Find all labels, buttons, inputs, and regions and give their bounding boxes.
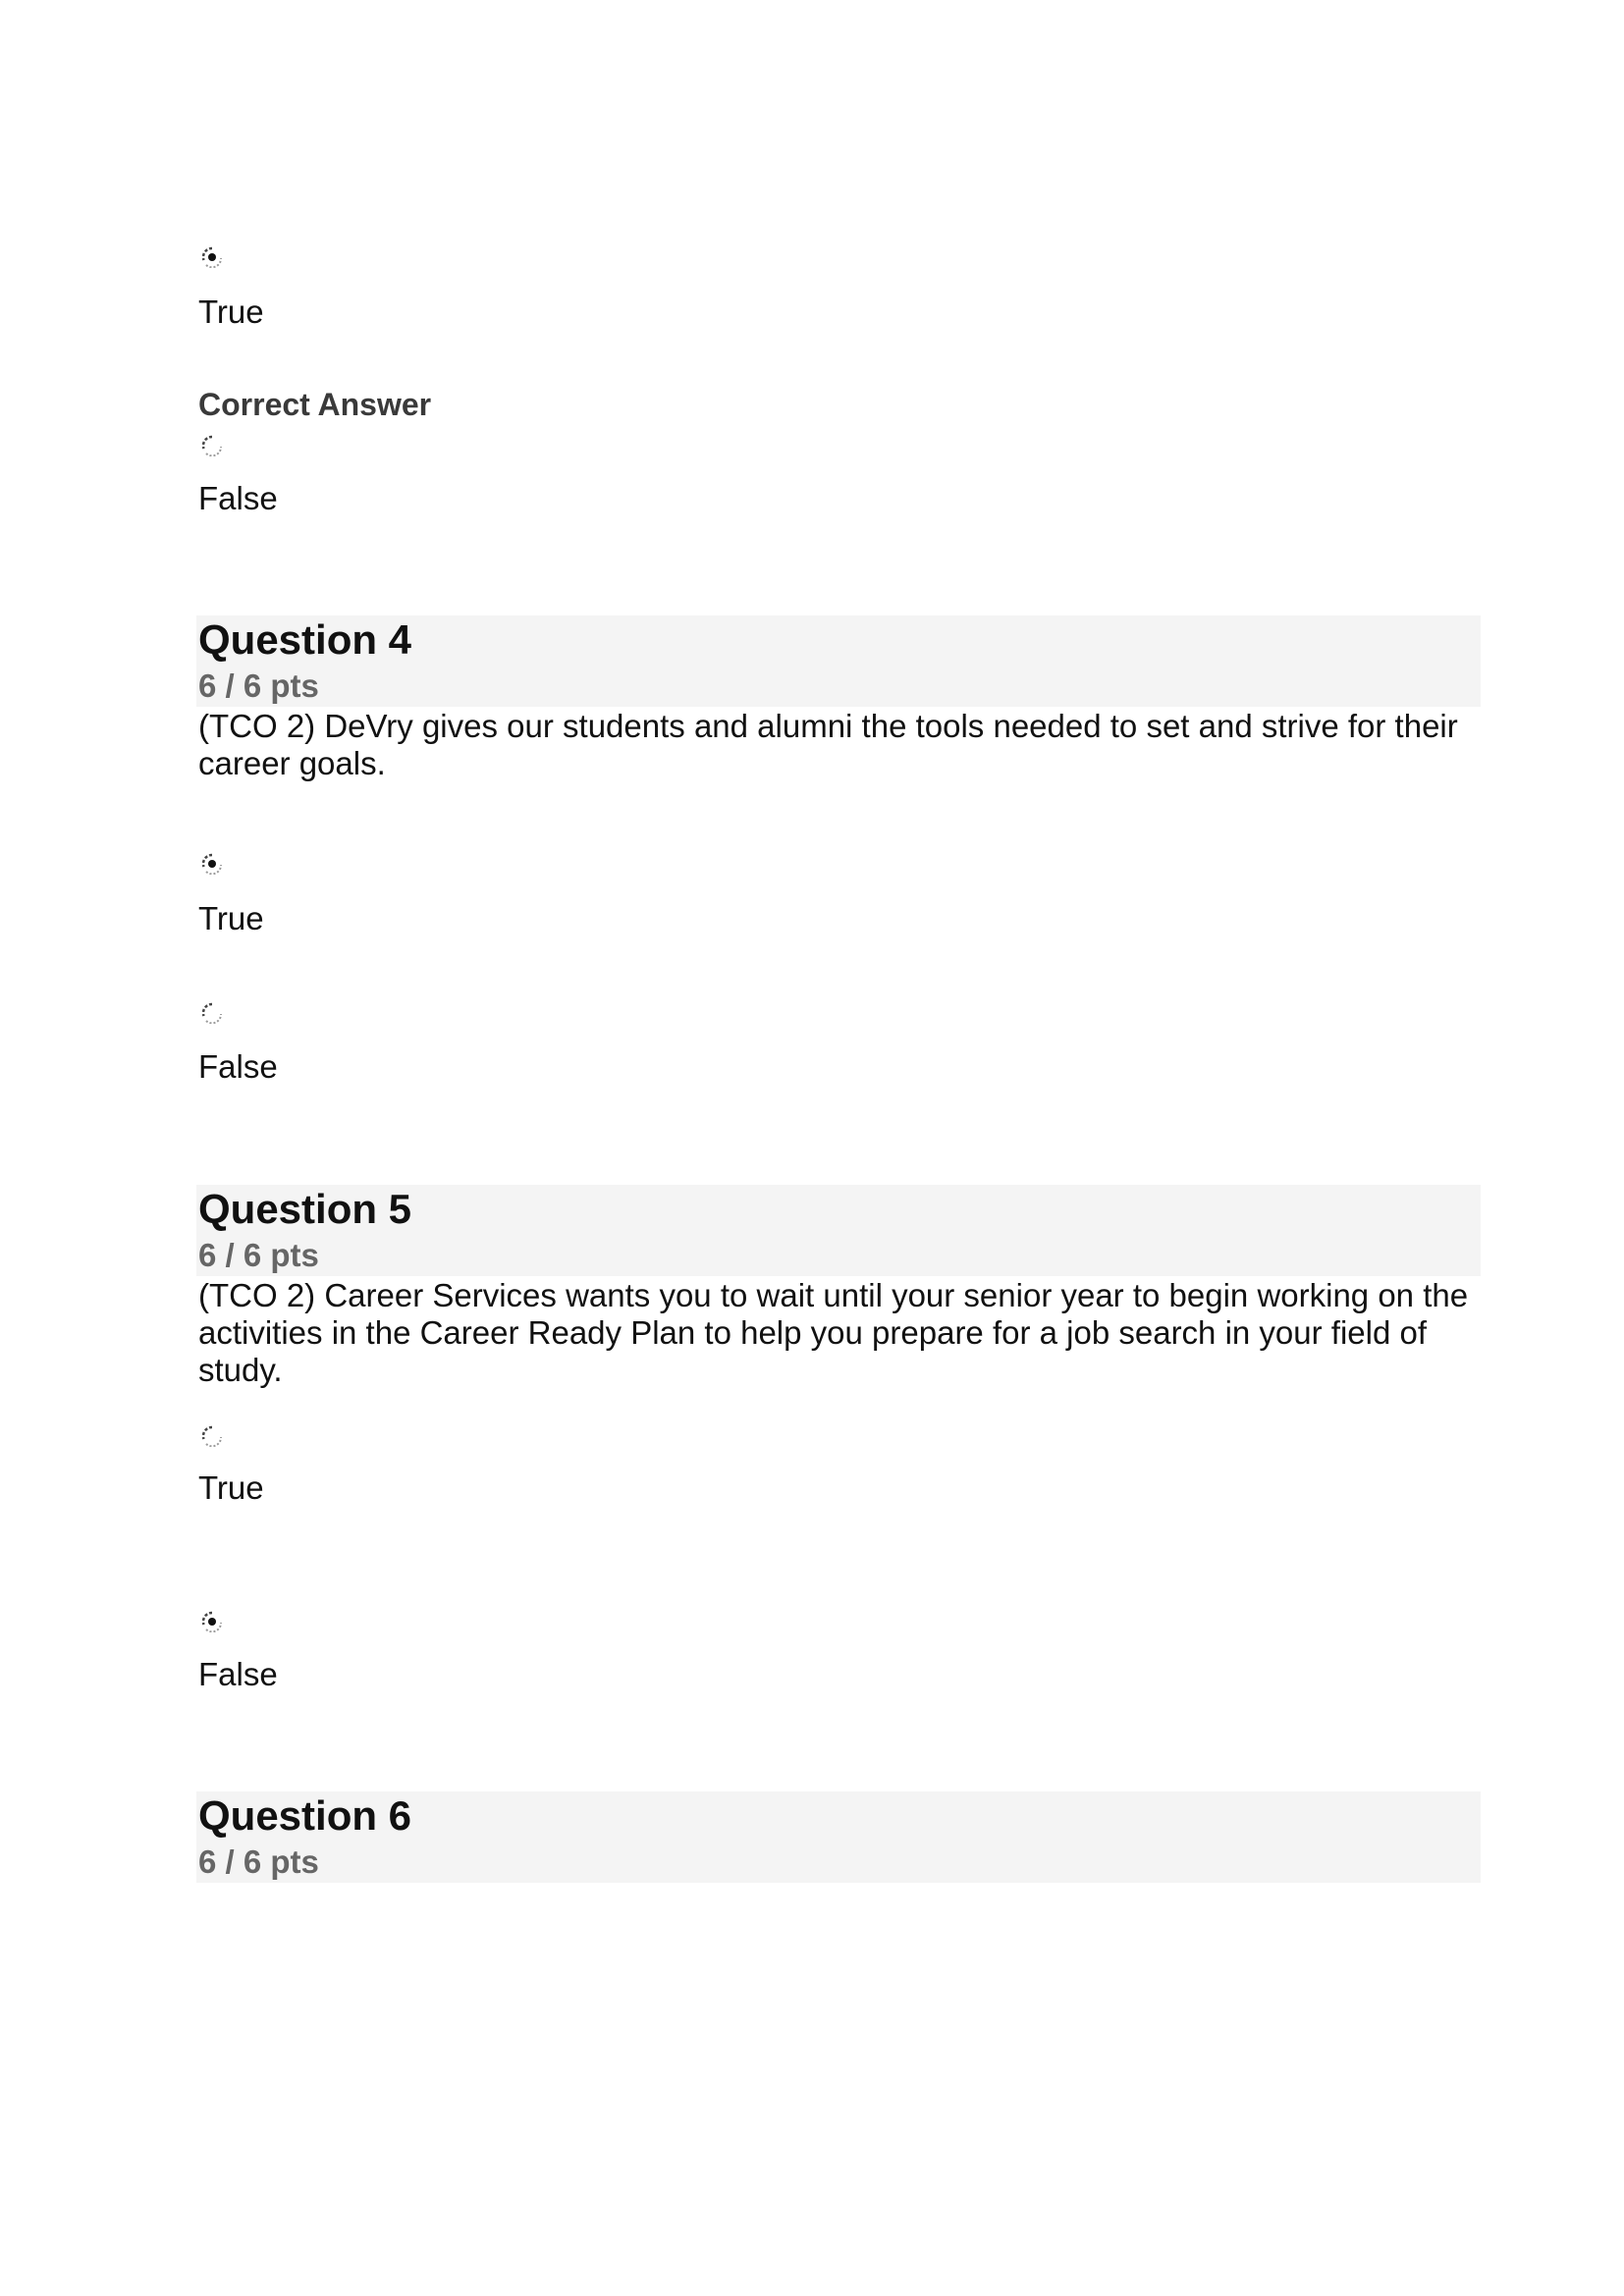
question-points: 6 / 6 pts	[198, 1237, 319, 1273]
option-true-label: True	[198, 1469, 264, 1506]
correct-answer-label: Correct Answer	[198, 387, 432, 422]
option-false-label: False	[198, 1656, 278, 1692]
question-title: Question 5	[198, 1186, 412, 1232]
radio-selected-icon[interactable]	[201, 246, 223, 268]
question-points: 6 / 6 pts	[198, 667, 319, 704]
question-text: (TCO 2) DeVry gives our students and alumni the tools needed to set and strive for their career goals.	[198, 708, 1458, 781]
radio-selected-icon[interactable]	[201, 1611, 223, 1632]
radio-selected-icon[interactable]	[201, 853, 223, 875]
radio-unselected-icon[interactable]	[201, 1002, 223, 1024]
option-false-label: False	[198, 1048, 278, 1085]
question-points: 6 / 6 pts	[198, 1843, 319, 1880]
option-false-label: False	[198, 480, 278, 516]
question-title: Question 6	[198, 1792, 412, 1839]
question-text: (TCO 2) Career Services wants you to wait until your senior year to begin working on the activities in the Career Ready Plan to help you prepare for a job search in your field of study.	[198, 1277, 1469, 1388]
option-true-label: True	[198, 900, 264, 936]
radio-unselected-icon[interactable]	[201, 1425, 223, 1447]
question-title: Question 4	[198, 616, 412, 663]
option-true-label: True	[198, 294, 264, 330]
radio-unselected-icon[interactable]	[201, 435, 223, 456]
